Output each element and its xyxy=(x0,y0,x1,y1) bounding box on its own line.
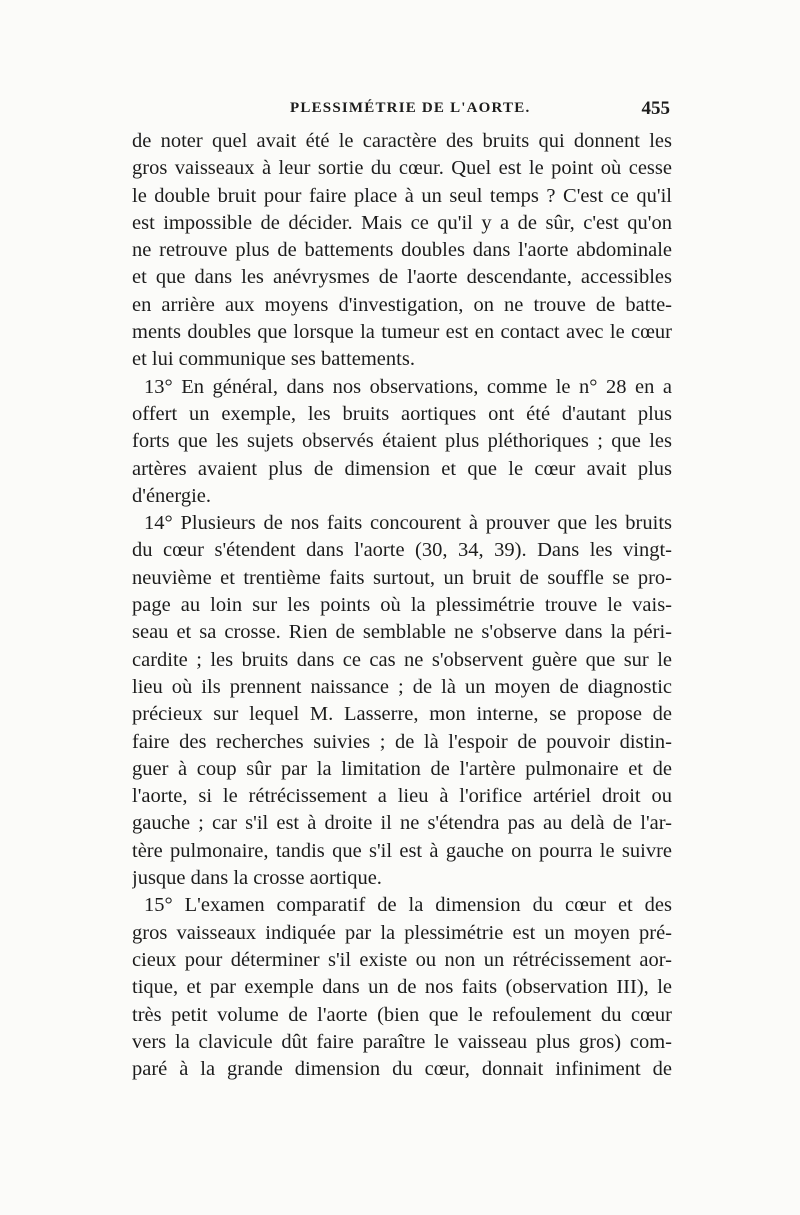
text-line: 15° L'examen comparatif de la dimension du cœur et des xyxy=(144,894,672,917)
text-line: du cœur s'étendent dans l'aorte (30, 34, 39). Dans les vingt- xyxy=(132,539,672,562)
text-line: très petit volume de l'aorte (bien que le refoulement du cœur xyxy=(132,1003,672,1026)
text-line: et que dans les anévrysmes de l'aorte descendante, accessibles xyxy=(132,266,672,289)
body-text xyxy=(132,128,672,1083)
text-line: le double bruit pour faire place à un seul temps ? C'est ce qu'il xyxy=(132,184,672,207)
text-line: forts que les sujets observés étaient plus pléthoriques ; que les xyxy=(132,430,672,453)
text-line: guer à coup sûr par la limitation de l'artère pulmonaire et de xyxy=(132,757,672,780)
text-line: faire des recherches suivies ; de là l'espoir de pouvoir distin- xyxy=(132,730,672,753)
text-line: artères avaient plus de dimension et que le cœur avait plus xyxy=(132,457,672,480)
text-line: 13° En général, dans nos observations, comme le n° 28 en a xyxy=(144,375,672,398)
text-line: ments doubles que lorsque la tumeur est en contact avec le cœur xyxy=(132,321,672,344)
text-line: jusque dans la crosse aortique. xyxy=(132,867,382,890)
text-line: tère pulmonaire, tandis que s'il est à gauche on pourra le suivre xyxy=(132,839,672,862)
text-line: est impossible de décider. Mais ce qu'il y a de sûr, c'est qu'on xyxy=(132,211,672,234)
text-line: lieu où ils prennent naissance ; de là un moyen de diagnostic xyxy=(132,675,672,698)
text-line: gros vaisseaux indiquée par la plessimétrie est un moyen pré- xyxy=(132,921,672,944)
text-line: ne retrouve plus de battements doubles dans l'aorte abdominale xyxy=(132,239,672,262)
running-head: PLESSIMÉTRIE DE L'AORTE. xyxy=(290,100,531,116)
text-line: gros vaisseaux à leur sortie du cœur. Quel est le point où cesse xyxy=(132,157,672,180)
text-line: cardite ; les bruits dans ce cas ne s'observent guère que sur le xyxy=(132,648,672,671)
text-line: seau et sa crosse. Rien de semblable ne s'observe dans la péri- xyxy=(132,621,672,644)
text-line: offert un exemple, les bruits aortiques ont été d'autant plus xyxy=(132,402,672,425)
text-line: vers la clavicule dût faire paraître le vaisseau plus gros) com- xyxy=(132,1030,672,1053)
text-line: de noter quel avait été le caractère des bruits qui donnent les xyxy=(132,130,672,152)
text-line: paré à la grande dimension du cœur, donnait infiniment de xyxy=(132,1058,672,1081)
text-line: et lui communique ses battements. xyxy=(132,348,415,371)
text-line: neuvième et trentième faits surtout, un bruit de souffle se pro- xyxy=(132,566,672,589)
page-number: 455 xyxy=(641,98,670,119)
text-line: en arrière aux moyens d'investigation, on ne trouve de batte- xyxy=(132,293,672,316)
text-line: 14° Plusieurs de nos faits concourent à prouver que les bruits xyxy=(144,512,672,535)
text-line: l'aorte, si le rétrécissement a lieu à l'orifice artériel droit ou xyxy=(132,785,672,808)
text-line: tique, et par exemple dans un de nos faits (observation III), le xyxy=(132,976,672,999)
page-header xyxy=(132,98,672,122)
text-line: gauche ; car s'il est à droite il ne s'étendra pas au delà de l'ar- xyxy=(132,812,672,835)
text-line: d'énergie. xyxy=(132,484,212,507)
text-line: précieux sur lequel M. Lasserre, mon interne, se propose de xyxy=(132,703,672,726)
text-line: cieux pour déterminer s'il existe ou non un rétrécissement aor- xyxy=(132,948,672,971)
text-line: page au loin sur les points où la plessimétrie trouve le vais- xyxy=(132,594,672,617)
